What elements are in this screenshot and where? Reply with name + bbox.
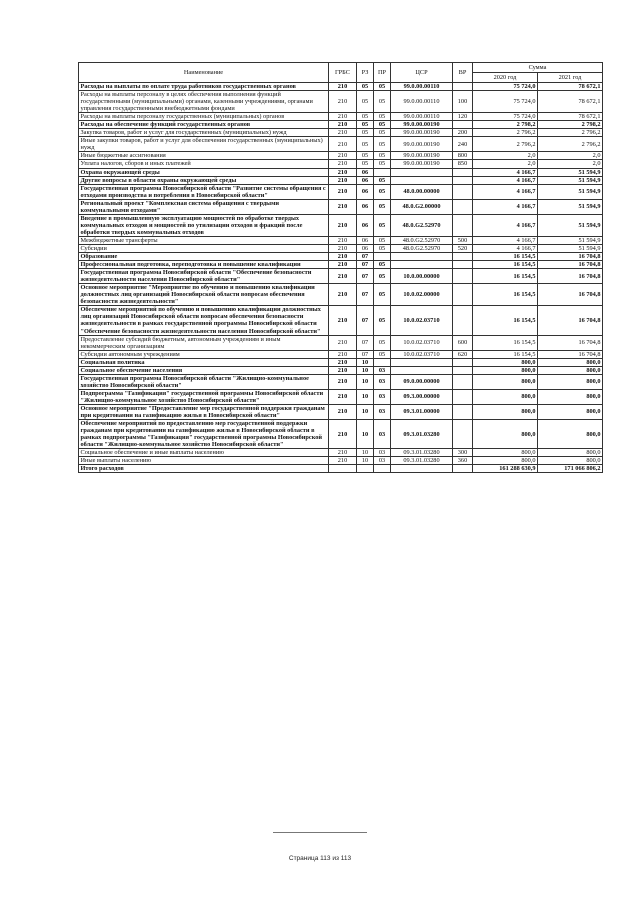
cell-2020: 4 166,7 [473,184,538,199]
cell-rz: 05 [357,91,374,113]
cell-2021: 171 066 806,2 [538,465,603,473]
cell-name: Субсидии [79,244,329,252]
cell-rz: 10 [357,374,374,389]
table-row [79,335,603,350]
cell-name: Итого расходов [79,465,329,473]
cell-2020: 2,0 [473,152,538,160]
table-row [79,91,603,113]
cell-grbs: 210 [329,335,357,350]
cell-2020: 2 798,2 [473,121,538,129]
cell-2020: 800,0 [473,358,538,366]
cell-2021: 800,0 [538,374,603,389]
cell-2020: 4 166,7 [473,176,538,184]
cell-csr [391,253,453,261]
table-row [79,152,603,160]
header-pr: ПР [374,63,391,83]
cell-vr: 360 [453,457,473,465]
cell-2021: 16 704,8 [538,335,603,350]
cell-2021: 16 704,8 [538,284,603,306]
cell-pr [374,358,391,366]
cell-2021: 16 704,8 [538,350,603,358]
cell-csr [391,465,453,473]
cell-csr: 48.0.G2.52970 [391,244,453,252]
cell-rz: 06 [357,184,374,199]
cell-pr: 05 [374,350,391,358]
cell-pr [374,465,391,473]
cell-vr: 500 [453,236,473,244]
cell-grbs: 210 [329,184,357,199]
cell-name: Обеспечение мероприятий по предоставлению мер государственной поддержки гражданам при кредитовании на газификацию жилья в Новосибирской области в рамках подпрограммы "Газификация" государственной программы Новосибирской области "Жилищно-коммунальное хозяйство Новосибирской области" [79,420,329,449]
cell-pr: 05 [374,121,391,129]
cell-name: Образование [79,253,329,261]
cell-2020: 16 154,5 [473,269,538,284]
cell-rz: 10 [357,457,374,465]
cell-pr [374,253,391,261]
cell-2020: 4 166,7 [473,244,538,252]
cell-csr: 99.0.00.00110 [391,113,453,121]
cell-2021: 2,0 [538,152,603,160]
cell-name: Региональный проект "Комплексная система обращения с твердыми коммунальными отходами" [79,199,329,214]
cell-rz: 07 [357,269,374,284]
cell-name: Иные выплаты населению [79,457,329,465]
cell-name: Другие вопросы в области охраны окружающей среды [79,176,329,184]
cell-grbs: 210 [329,176,357,184]
cell-pr: 05 [374,214,391,236]
cell-rz: 06 [357,199,374,214]
table-row [79,236,603,244]
cell-csr: 10.0.02.03710 [391,306,453,335]
cell-rz: 07 [357,306,374,335]
cell-vr: 300 [453,449,473,457]
cell-2021: 78 672,1 [538,83,603,91]
cell-pr: 03 [374,457,391,465]
cell-pr: 05 [374,137,391,152]
cell-vr [453,306,473,335]
cell-2021: 800,0 [538,389,603,404]
table-row [79,449,603,457]
cell-csr: 99.0.00.00110 [391,83,453,91]
cell-vr [453,269,473,284]
table-header [79,63,603,83]
cell-name: Основное мероприятие "Мероприятие по обучению и повышению квалификации должностных лиц организаций Новосибирской области вопросам обеспечения безопасности жизнедеятельности" [79,284,329,306]
cell-2020: 4 166,7 [473,199,538,214]
cell-rz: 05 [357,121,374,129]
cell-rz: 05 [357,152,374,160]
cell-name: Закупка товаров, работ и услуг для государственных (муниципальных) нужд [79,129,329,137]
cell-2020: 75 724,0 [473,83,538,91]
cell-2020: 2,0 [473,160,538,168]
header-name: Наименование [79,63,329,83]
cell-name: Расходы на выплаты по оплате труда работников государственных органов [79,83,329,91]
cell-pr: 05 [374,160,391,168]
cell-2021: 800,0 [538,420,603,449]
cell-grbs: 210 [329,284,357,306]
cell-pr: 03 [374,404,391,419]
cell-grbs: 210 [329,350,357,358]
cell-csr: 09.3.00.00000 [391,389,453,404]
cell-vr [453,253,473,261]
cell-grbs: 210 [329,269,357,284]
cell-grbs: 210 [329,137,357,152]
cell-grbs: 210 [329,214,357,236]
cell-2021: 16 704,8 [538,253,603,261]
table-row [79,350,603,358]
table-row [79,137,603,152]
cell-rz: 07 [357,335,374,350]
cell-pr: 05 [374,176,391,184]
cell-2021: 51 594,9 [538,244,603,252]
cell-grbs: 210 [329,374,357,389]
cell-csr: 48.0.G2.52970 [391,236,453,244]
cell-pr: 05 [374,244,391,252]
cell-pr: 05 [374,113,391,121]
cell-grbs: 210 [329,389,357,404]
table-row [79,389,603,404]
cell-pr: 05 [374,261,391,269]
cell-2020: 16 154,5 [473,284,538,306]
cell-rz: 10 [357,366,374,374]
table-row [79,465,603,473]
cell-csr: 09.3.01.03280 [391,457,453,465]
cell-pr: 05 [374,83,391,91]
cell-vr: 620 [453,350,473,358]
cell-2020: 75 724,0 [473,91,538,113]
cell-name: Охрана окружающей среды [79,168,329,176]
cell-pr: 05 [374,236,391,244]
cell-2021: 51 594,9 [538,214,603,236]
cell-vr [453,465,473,473]
cell-2020: 800,0 [473,404,538,419]
cell-name: Социальная политика [79,358,329,366]
cell-csr: 10.0.02.03710 [391,350,453,358]
cell-vr: 520 [453,244,473,252]
cell-vr: 850 [453,160,473,168]
cell-csr: 48.0.G2.00000 [391,199,453,214]
cell-2021: 16 704,8 [538,306,603,335]
cell-vr [453,199,473,214]
table-row [79,160,603,168]
cell-vr: 800 [453,152,473,160]
cell-pr: 05 [374,129,391,137]
cell-2021: 800,0 [538,358,603,366]
cell-2021: 2,0 [538,160,603,168]
cell-name: Расходы на обеспечение функций государственных органов [79,121,329,129]
cell-pr: 05 [374,152,391,160]
cell-2021: 2 796,2 [538,129,603,137]
cell-csr [391,168,453,176]
table-row [79,129,603,137]
cell-2020: 800,0 [473,449,538,457]
cell-pr [374,168,391,176]
cell-2020: 16 154,5 [473,261,538,269]
cell-pr: 03 [374,366,391,374]
cell-csr [391,358,453,366]
cell-vr: 200 [453,129,473,137]
cell-2021: 78 672,1 [538,113,603,121]
cell-pr: 05 [374,269,391,284]
cell-csr: 10.0.02.00000 [391,284,453,306]
cell-name: Социальное обеспечение населения [79,366,329,374]
cell-2021: 51 594,9 [538,236,603,244]
table-row [79,261,603,269]
cell-name: Подпрограмма "Газификация" государственной программы Новосибирской области "Жилищно-коммунальное хозяйство Новосибирской области" [79,389,329,404]
table-row [79,184,603,199]
cell-pr: 03 [374,420,391,449]
cell-vr [453,121,473,129]
cell-csr [391,176,453,184]
header-rz: РЗ [357,63,374,83]
header-vr: ВР [453,63,473,83]
cell-rz: 10 [357,358,374,366]
cell-vr [453,389,473,404]
table-row [79,199,603,214]
table-body [79,83,603,473]
cell-rz: 05 [357,137,374,152]
table-row [79,420,603,449]
cell-rz: 05 [357,129,374,137]
cell-pr: 05 [374,284,391,306]
cell-name: Профессиональная подготовка, переподготовка и повышение квалификации [79,261,329,269]
cell-2021: 78 672,1 [538,91,603,113]
cell-2020: 16 154,5 [473,306,538,335]
table-row [79,121,603,129]
cell-csr [391,366,453,374]
cell-2020: 800,0 [473,366,538,374]
cell-name: Обеспечение мероприятий по обучению и повышению квалификации должностных лиц организаций Новосибирской области вопросам обеспечения безопасности жизнедеятельности в рамках государственной программы Новосибирской области "Обеспечение безопасности жизнедеятельности населения Новосибирской области" [79,306,329,335]
cell-name: Иные бюджетные ассигнования [79,152,329,160]
cell-pr: 05 [374,335,391,350]
budget-table [78,62,603,473]
cell-grbs: 210 [329,160,357,168]
cell-2021: 51 594,9 [538,199,603,214]
table-row [79,404,603,419]
cell-csr: 10.0.00.00000 [391,269,453,284]
cell-vr: 120 [453,113,473,121]
header-csr: ЦСР [391,63,453,83]
cell-grbs: 210 [329,457,357,465]
cell-name: Субсидии автономным учреждениям [79,350,329,358]
cell-grbs: 210 [329,404,357,419]
cell-grbs: 210 [329,358,357,366]
cell-name: Иные закупки товаров, работ и услуг для обеспечения государственных (муниципальных) нужд [79,137,329,152]
cell-2020: 800,0 [473,420,538,449]
table-row [79,83,603,91]
cell-name: Государственная программа Новосибирской области "Жилищно-коммунальное хозяйство Новосибирской области" [79,374,329,389]
cell-pr: 05 [374,184,391,199]
cell-pr: 05 [374,199,391,214]
cell-csr: 09.3.01.03280 [391,449,453,457]
cell-grbs: 210 [329,199,357,214]
cell-vr [453,420,473,449]
cell-vr: 100 [453,91,473,113]
cell-name: Введение в промышленную эксплуатацию мощностей по обработке твердых коммунальных отходов и мощностей по утилизации отходов и фракций после обработки твердых коммунальных отходов [79,214,329,236]
table-row [79,113,603,121]
cell-rz: 10 [357,389,374,404]
cell-vr [453,404,473,419]
header-sum: Сумма [473,63,603,73]
header-2020: 2020 год [473,73,538,83]
cell-csr: 99.0.00.00190 [391,160,453,168]
cell-rz: 07 [357,261,374,269]
cell-grbs: 210 [329,236,357,244]
cell-2021: 800,0 [538,457,603,465]
cell-2020: 4 166,7 [473,168,538,176]
cell-2021: 2 798,2 [538,121,603,129]
cell-grbs: 210 [329,253,357,261]
cell-rz: 06 [357,176,374,184]
cell-vr [453,184,473,199]
cell-grbs: 210 [329,168,357,176]
cell-csr: 48.0.G2.52970 [391,214,453,236]
cell-2020: 800,0 [473,457,538,465]
cell-2020: 800,0 [473,374,538,389]
cell-2020: 75 724,0 [473,113,538,121]
cell-csr: 99.0.00.00190 [391,137,453,152]
cell-2021: 51 594,9 [538,168,603,176]
cell-name: Социальное обеспечение и иные выплаты населению [79,449,329,457]
page-number: Страница 113 из 113 [288,855,352,862]
cell-csr: 09.3.01.00000 [391,404,453,419]
cell-rz: 07 [357,350,374,358]
cell-vr [453,261,473,269]
cell-2020: 800,0 [473,389,538,404]
cell-vr [453,374,473,389]
cell-rz: 05 [357,83,374,91]
cell-name: Расходы на выплаты персоналу государственных (муниципальных) органов [79,113,329,121]
cell-rz: 10 [357,449,374,457]
cell-pr: 05 [374,91,391,113]
table-row [79,214,603,236]
cell-name: Расходы на выплаты персоналу в целях обеспечения выполнения функций государственными (муниципальными) органами, казенными учреждениями, органами управления государственными внебюджетными фондами [79,91,329,113]
cell-name: Предоставление субсидий бюджетным, автономным учреждениям и иным некоммерческим организациям [79,335,329,350]
cell-2021: 800,0 [538,404,603,419]
cell-rz [357,465,374,473]
cell-pr: 03 [374,374,391,389]
cell-2021: 16 704,8 [538,269,603,284]
cell-grbs: 210 [329,449,357,457]
table-row [79,306,603,335]
cell-vr [453,83,473,91]
cell-2020: 16 154,5 [473,350,538,358]
cell-vr [453,176,473,184]
cell-pr: 05 [374,306,391,335]
cell-vr [453,358,473,366]
cell-csr: 09.3.01.03280 [391,420,453,449]
cell-vr: 600 [453,335,473,350]
cell-grbs: 210 [329,244,357,252]
cell-grbs: 210 [329,129,357,137]
cell-grbs: 210 [329,83,357,91]
footer-divider [273,832,367,833]
table-row [79,358,603,366]
cell-pr: 03 [374,389,391,404]
cell-vr [453,168,473,176]
cell-2021: 2 796,2 [538,137,603,152]
header-2021: 2021 год [538,73,603,83]
cell-2020: 2 796,2 [473,129,538,137]
cell-csr: 99.0.00.00190 [391,152,453,160]
table-row [79,176,603,184]
cell-grbs: 210 [329,420,357,449]
cell-2021: 16 704,8 [538,261,603,269]
cell-name: Межбюджетные трансферты [79,236,329,244]
cell-name: Государственная программа Новосибирской области "Развитие системы обращения с отходами производства и потребления в Новосибирской области" [79,184,329,199]
cell-name: Уплата налогов, сборов и иных платежей [79,160,329,168]
cell-2020: 4 166,7 [473,236,538,244]
header-grbs: ГРБС [329,63,357,83]
cell-vr: 240 [453,137,473,152]
cell-csr [391,261,453,269]
cell-csr: 10.0.02.03710 [391,335,453,350]
cell-name: Государственная программа Новосибирской области "Обеспечение безопасности жизнедеятельности населения Новосибирской области" [79,269,329,284]
cell-2021: 51 594,9 [538,176,603,184]
cell-csr: 99.0.00.00190 [391,121,453,129]
cell-rz: 10 [357,420,374,449]
cell-2020: 16 154,5 [473,253,538,261]
cell-grbs [329,465,357,473]
cell-name: Основное мероприятие "Предоставление мер государственной поддержки гражданам при кредитовании на газификацию жилья в Новосибирской области" [79,404,329,419]
cell-vr [453,284,473,306]
cell-rz: 06 [357,236,374,244]
cell-grbs: 210 [329,113,357,121]
cell-grbs: 210 [329,152,357,160]
table-row [79,269,603,284]
cell-2021: 800,0 [538,366,603,374]
cell-grbs: 210 [329,261,357,269]
cell-rz: 07 [357,284,374,306]
cell-grbs: 210 [329,366,357,374]
cell-csr: 99.0.00.00110 [391,91,453,113]
table-row [79,374,603,389]
cell-rz: 10 [357,404,374,419]
cell-grbs: 210 [329,91,357,113]
cell-vr [453,214,473,236]
cell-rz: 05 [357,160,374,168]
cell-rz: 06 [357,244,374,252]
table-row [79,253,603,261]
cell-rz: 06 [357,168,374,176]
cell-2021: 51 594,9 [538,184,603,199]
cell-2020: 161 288 630,9 [473,465,538,473]
cell-rz: 07 [357,253,374,261]
cell-rz: 05 [357,113,374,121]
cell-rz: 06 [357,214,374,236]
cell-vr [453,366,473,374]
cell-2021: 800,0 [538,449,603,457]
table-row [79,244,603,252]
table-row [79,457,603,465]
cell-csr: 99.0.00.00190 [391,129,453,137]
table-row [79,284,603,306]
cell-2020: 4 166,7 [473,214,538,236]
cell-grbs: 210 [329,121,357,129]
cell-grbs: 210 [329,306,357,335]
cell-pr: 03 [374,449,391,457]
cell-2020: 2 796,2 [473,137,538,152]
cell-csr: 48.0.00.00000 [391,184,453,199]
cell-csr: 09.0.00.00000 [391,374,453,389]
cell-2020: 16 154,5 [473,335,538,350]
table-row [79,366,603,374]
table-row [79,168,603,176]
